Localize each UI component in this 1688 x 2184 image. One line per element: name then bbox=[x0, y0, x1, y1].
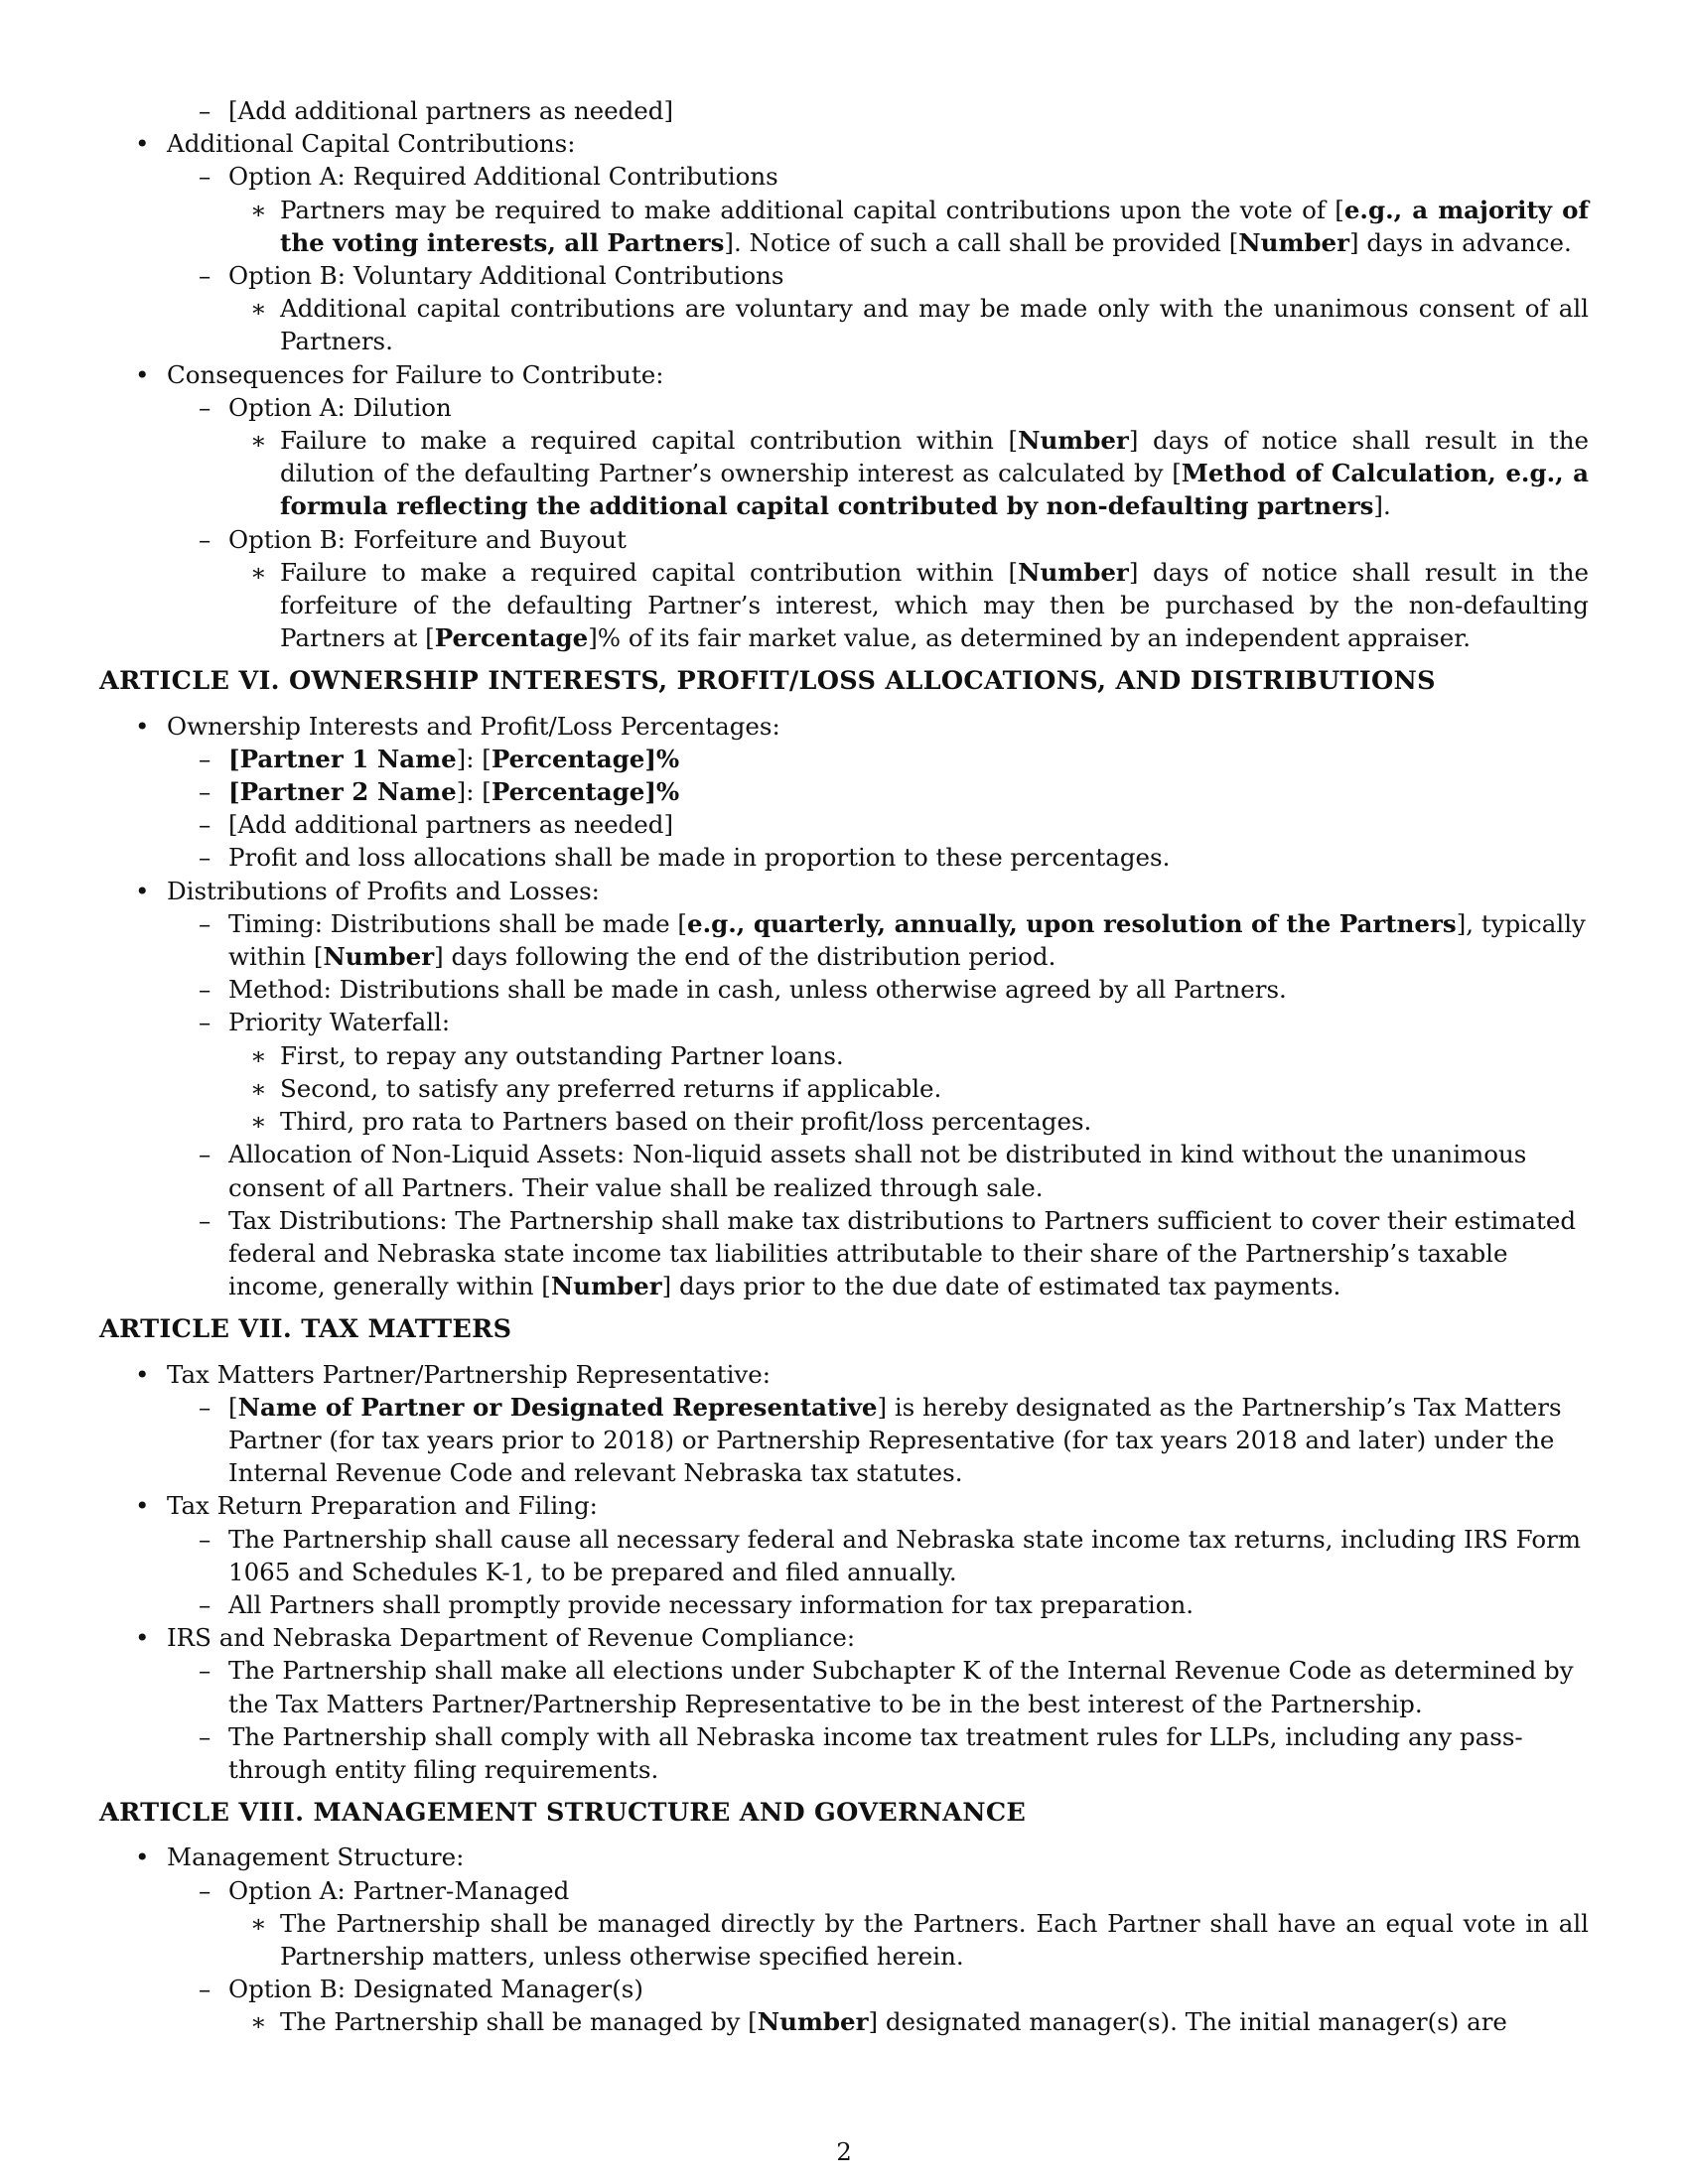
list-item: – [Add additional partners as needed] bbox=[99, 808, 1589, 841]
list-item: – Option B: Forfeiture and Buyout bbox=[99, 523, 1589, 556]
dash-marker: – bbox=[199, 1656, 211, 1686]
dash-marker: – bbox=[199, 96, 211, 125]
list-item: – Method: Distributions shall be made in cash, unless otherwise agreed by all Partners. bbox=[99, 973, 1589, 1006]
list-item: – Priority Waterfall: bbox=[99, 1006, 1589, 1038]
dash-marker: – bbox=[199, 1721, 211, 1751]
list-item: ∗ Failure to make a required capital contribution within [Number] days of notice shall result in the forfeiture of the defaulting Partner’s interest, which may then be purchased by the non-defaulting Partners at [Percentage]% of its fair market value, as determined by an independent appraiser. bbox=[250, 557, 1589, 653]
star-marker: ∗ bbox=[250, 1107, 267, 1137]
dash-marker: – bbox=[199, 744, 211, 773]
dash-marker: – bbox=[199, 524, 211, 554]
list-item: – [Partner 2 Name]: [Percentage]% bbox=[99, 775, 1589, 808]
dash-marker: – bbox=[199, 162, 211, 192]
star-marker: ∗ bbox=[250, 426, 267, 456]
list-item: • Consequences for Failure to Contribute: bbox=[99, 358, 1589, 391]
dash-marker: – bbox=[199, 1140, 211, 1169]
document-body bbox=[99, 94, 1589, 2039]
list-item: – Option B: Voluntary Additional Contributions bbox=[99, 259, 1589, 292]
list-item: – [Partner 1 Name]: [Percentage]% bbox=[99, 743, 1589, 775]
dash-marker: – bbox=[199, 975, 211, 1005]
list-item: • Ownership Interests and Profit/Loss Percentages: bbox=[99, 710, 1589, 743]
star-marker: ∗ bbox=[250, 1040, 267, 1070]
star-marker: ∗ bbox=[250, 294, 267, 324]
list-item: • Tax Matters Partner/Partnership Representative: bbox=[99, 1358, 1589, 1391]
bullet-marker: • bbox=[135, 1491, 150, 1521]
list-item: – Tax Distributions: The Partnership shall make tax distributions to Partners sufficient to cover their estimated federal and Nebraska state income tax liabilities attributable to their share of the Partnership’s taxable income, generally within [Number] days prior to the due date of estimated tax payments. bbox=[199, 1205, 1577, 1301]
dash-marker: – bbox=[199, 392, 211, 422]
list-item: – The Partnership shall make all elections under Subchapter K of the Internal Revenue Code as determined by the Tax Matters Partner/Partnership Representative to be in the best interest of the Partnership. bbox=[199, 1656, 1574, 1718]
list-item: ∗ Partners may be required to make additional capital contributions upon the vote of [e.g., a majority of the voting interests, all Partners]. Notice of such a call shall be provided [Number] days in advance. bbox=[250, 195, 1589, 257]
list-item: – Profit and loss allocations shall be made in proportion to these percentages. bbox=[99, 841, 1589, 874]
list-item: • Tax Return Preparation and Filing: bbox=[99, 1489, 1589, 1522]
article-heading: ARTICLE VIII. MANAGEMENT STRUCTURE AND GOVERNANCE bbox=[99, 1798, 1027, 1829]
list-item: ∗ Second, to satisfy any preferred returns if applicable. bbox=[99, 1072, 1589, 1105]
list-item: – Option A: Partner-Managed bbox=[99, 1874, 1589, 1907]
article-heading: ARTICLE VI. OWNERSHIP INTERESTS, PROFIT/LOSS ALLOCATIONS, AND DISTRIBUTIONS bbox=[99, 666, 1436, 697]
star-marker: ∗ bbox=[250, 1908, 267, 1938]
dash-marker: – bbox=[199, 1524, 211, 1554]
list-item: ∗ First, to repay any outstanding Partner loans. bbox=[99, 1039, 1589, 1072]
bullet-marker: • bbox=[135, 1359, 150, 1389]
list-item: • Additional Capital Contributions: bbox=[99, 127, 1589, 160]
bullet-marker: • bbox=[135, 876, 150, 905]
list-item: ∗ The Partnership shall be managed directly by the Partners. Each Partner shall have an equal vote in all Partnership matters, unless otherwise specified herein. bbox=[250, 1908, 1589, 1971]
dash-marker: – bbox=[199, 1008, 211, 1037]
bullet-marker: • bbox=[135, 1623, 150, 1653]
dash-marker: – bbox=[199, 1975, 211, 2004]
page-number: 2 bbox=[836, 2137, 852, 2166]
dash-marker: – bbox=[199, 1875, 211, 1905]
list-item: – All Partners shall promptly provide necessary information for tax preparation. bbox=[99, 1588, 1589, 1621]
dash-marker: – bbox=[199, 777, 211, 807]
dash-marker: – bbox=[199, 810, 211, 840]
list-item: – The Partnership shall comply with all Nebraska income tax treatment rules for LLPs, including any pass-through entity filing requirements. bbox=[199, 1721, 1523, 1784]
dash-marker: – bbox=[199, 1392, 211, 1422]
dash-marker: – bbox=[199, 1205, 211, 1235]
list-item: • Management Structure: bbox=[99, 1841, 1589, 1873]
star-marker: ∗ bbox=[250, 557, 267, 587]
list-item: ∗ The Partnership shall be managed by [Number] designated manager(s). The initial manager(s) are bbox=[99, 2005, 1589, 2038]
article-heading: ARTICLE VII. TAX MATTERS bbox=[99, 1314, 512, 1345]
star-marker: ∗ bbox=[250, 1073, 267, 1103]
list-item: – Option A: Dilution bbox=[99, 391, 1589, 424]
list-item: – The Partnership shall cause all necessary federal and Nebraska state income tax returns, including IRS Form 1065 and Schedules K-1, to be prepared and filed annually. bbox=[199, 1524, 1582, 1586]
list-item: ∗ Failure to make a required capital contribution within [Number] days of notice shall result in the dilution of the defaulting Partner’s ownership interest as calculated by [Method of Calculation, e.g., a formula reflecting the additional capital contributed by non-defaulting partners]. bbox=[250, 426, 1589, 521]
list-item: ∗ Third, pro rata to Partners based on their profit/loss percentages. bbox=[99, 1105, 1589, 1138]
list-item: – [Name of Partner or Designated Representative] is hereby designated as the Partnership’s Tax Matters Partner (for tax years prior to 2018) or Partnership Representative (for tax years 2018 and later) under the Internal Revenue Code and relevant Nebraska tax statutes. bbox=[199, 1392, 1562, 1488]
list-item: – Option B: Designated Manager(s) bbox=[99, 1973, 1589, 2005]
list-item: • Distributions of Profits and Losses: bbox=[99, 875, 1589, 907]
bullet-marker: • bbox=[135, 1843, 150, 1872]
dash-marker: – bbox=[199, 843, 211, 873]
bullet-marker: • bbox=[135, 711, 150, 741]
bullet-marker: • bbox=[135, 359, 150, 389]
list-item: – Timing: Distributions shall be made [e.g., quarterly, annually, upon resolution of the Partners], typically within [Number] days following the end of the distribution period. bbox=[199, 908, 1586, 972]
list-item: – Option A: Required Additional Contributions bbox=[99, 160, 1589, 193]
dash-marker: – bbox=[199, 1589, 211, 1619]
list-item: – Allocation of Non-Liquid Assets: Non-liquid assets shall not be distributed in kind without the unanimous consent of all Partners. Their value shall be realized through sale. bbox=[199, 1140, 1527, 1202]
bullet-marker: • bbox=[135, 129, 150, 159]
dash-marker: – bbox=[199, 908, 211, 938]
list-item: ∗ Additional capital contributions are voluntary and may be made only with the unanimous consent of all Partners. bbox=[250, 294, 1589, 356]
list-item: – [Add additional partners as needed] bbox=[99, 94, 1589, 127]
list-item: • IRS and Nebraska Department of Revenue Compliance: bbox=[99, 1621, 1589, 1654]
dash-marker: – bbox=[199, 261, 211, 291]
star-marker: ∗ bbox=[250, 195, 267, 224]
star-marker: ∗ bbox=[250, 2007, 267, 2037]
